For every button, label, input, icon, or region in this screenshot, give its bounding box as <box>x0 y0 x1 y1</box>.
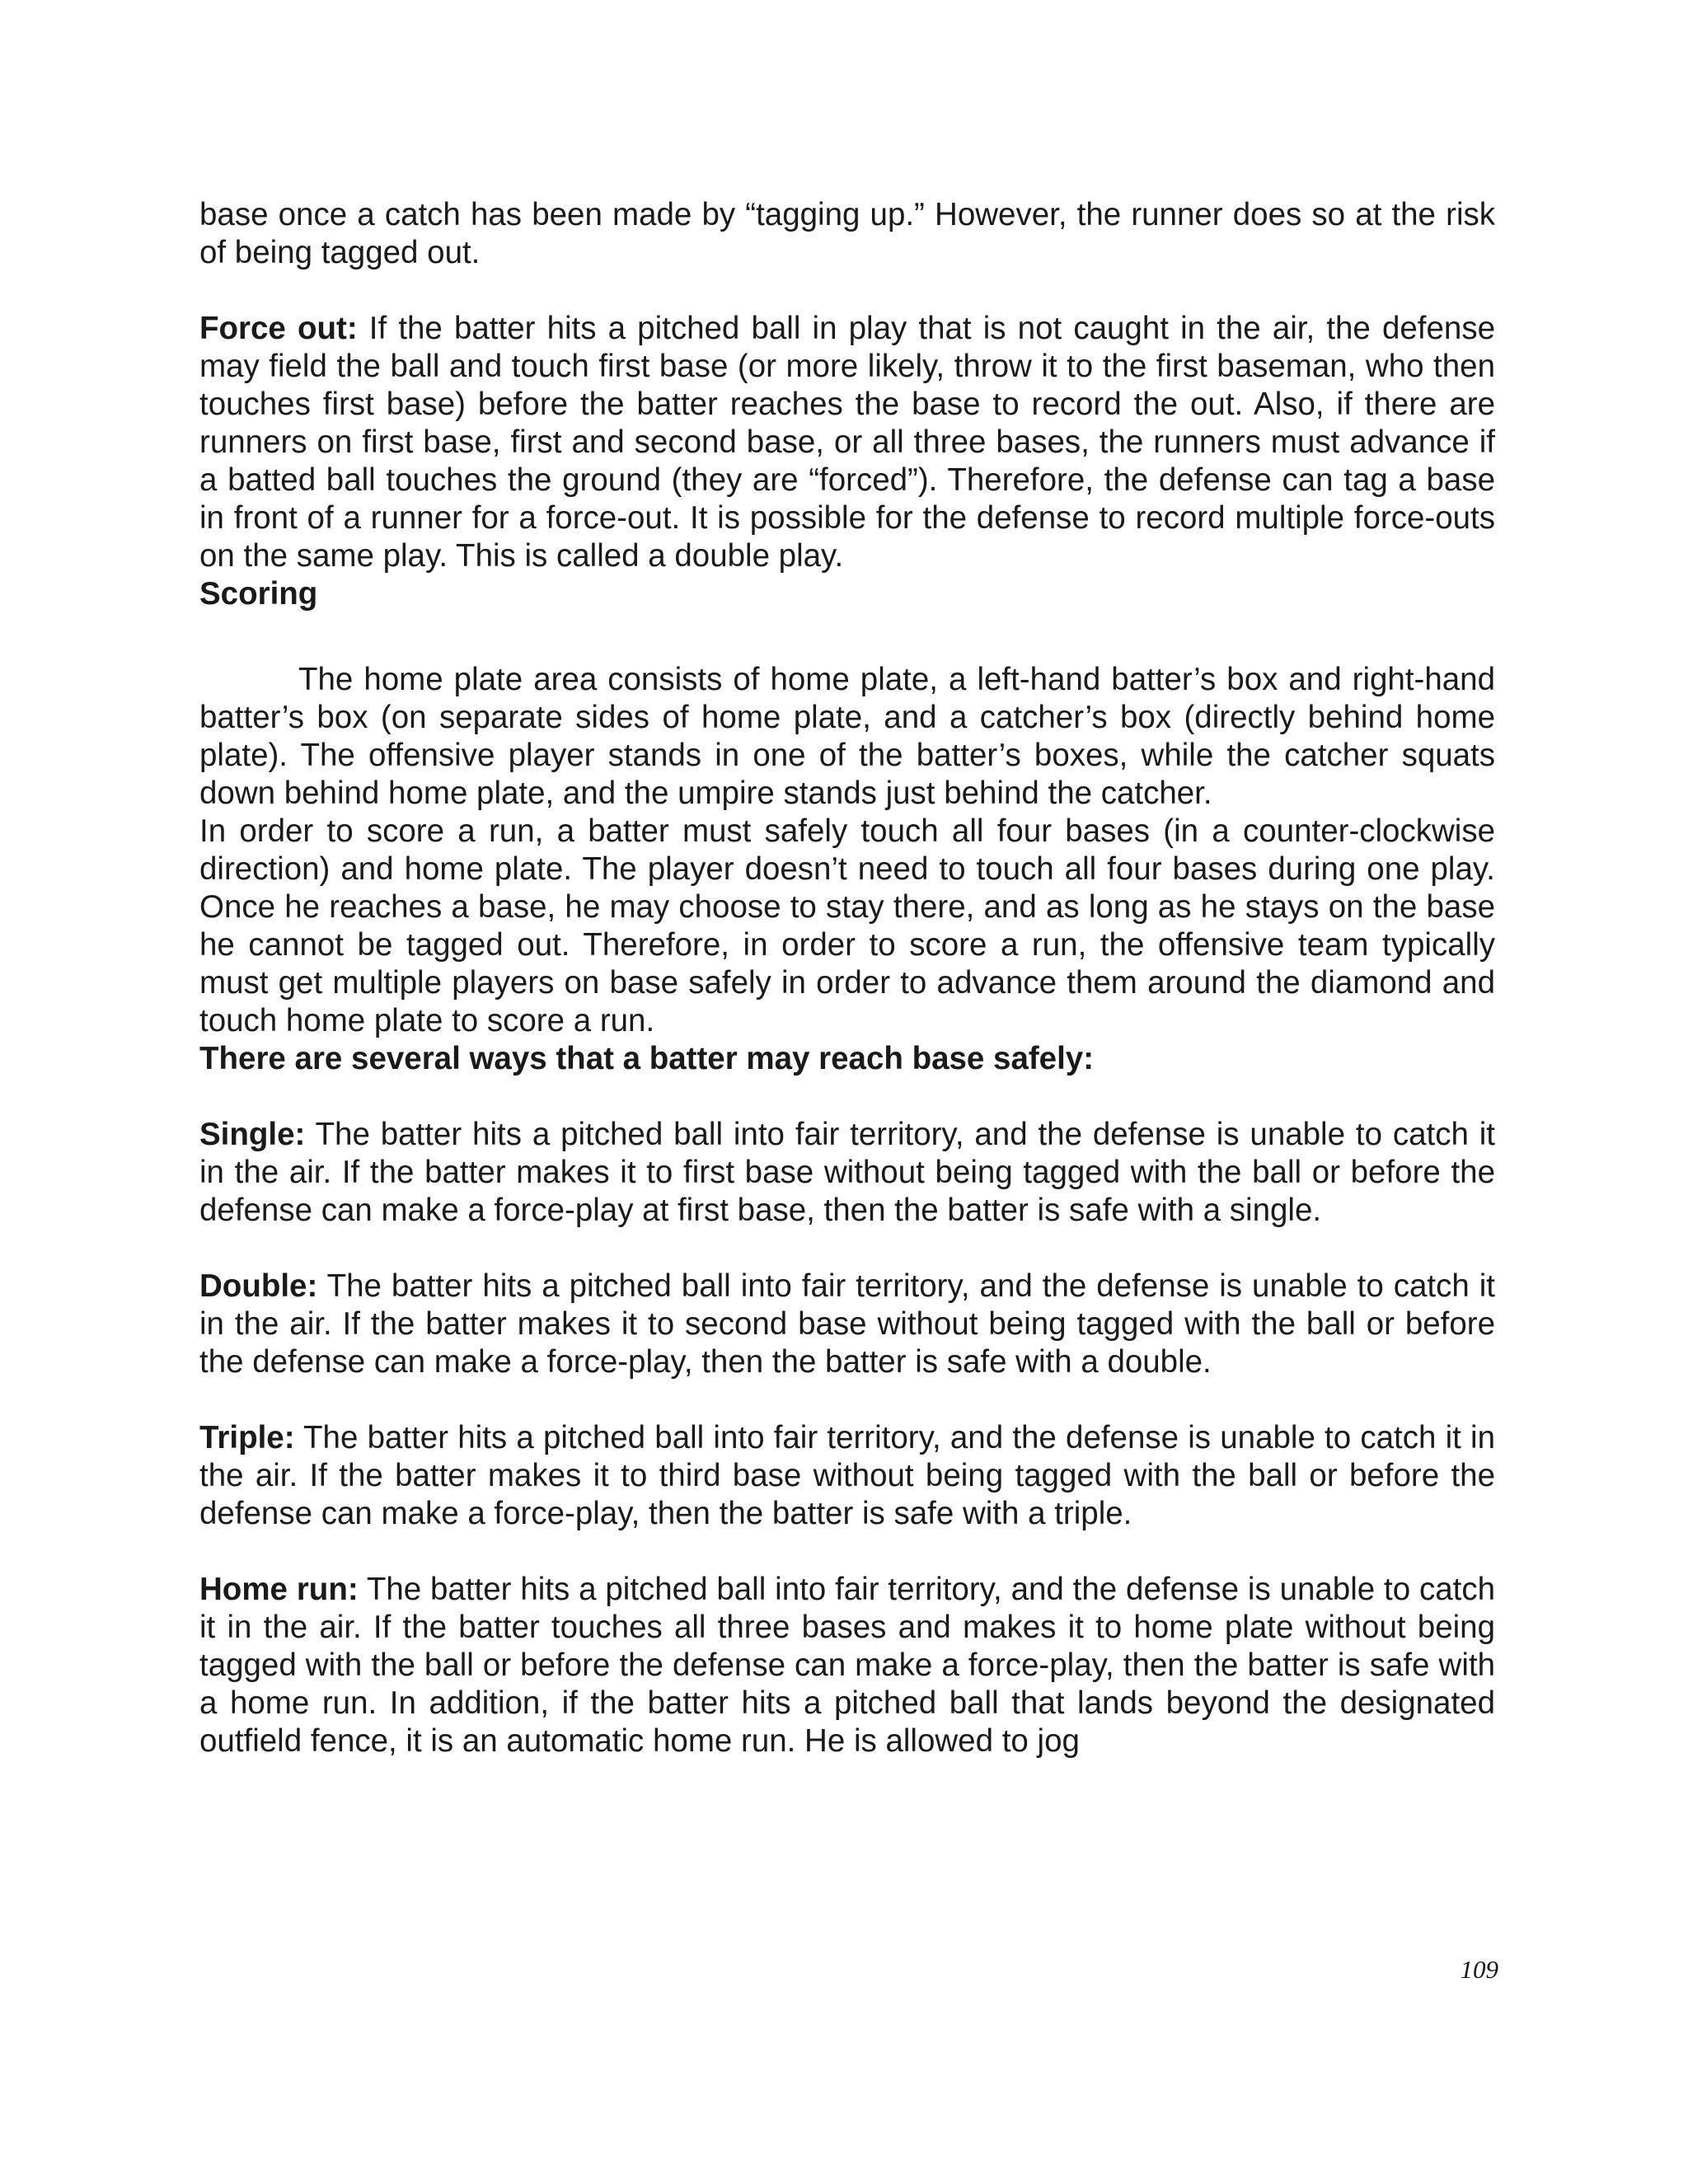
force-out-text: If the batter hits a pitched ball in play that is not caught in the air, the defense may field the ball and touch first base (or more likely, throw it to the first baseman, who then touches first base) before the batter reaches the base to record the out. Also, if there are runners on first base, first and second base, or all three bases, the runners must advance if a batted ball touches the ground (they are “forced”). Therefore, the defense can tag a base in front of a runner for a force-out. It is possible for the defense to record multiple force-outs on the same play. This is called a double play. <box>199 311 1495 574</box>
single-text: The batter hits a pitched ball into fair territory, and the defense is unable to catch it in the air. If the batter makes it to first base without being tagged with the ball or before the defense can make a force-play at first base, then the batter is safe with a single. <box>199 1117 1495 1228</box>
force-out-label: Force out: <box>199 311 358 346</box>
home-run-paragraph <box>199 1571 1495 1760</box>
force-out-paragraph <box>199 310 1495 575</box>
double-text: The batter hits a pitched ball into fair territory, and the defense is unable to catch it in the air. If the batter makes it to second base without being tagged with the ball or before the defense can make a force-play, then the batter is safe with a double. <box>199 1268 1495 1380</box>
home-run-text: The batter hits a pitched ball into fair territory, and the defense is unable to catch it in the air. If the batter touches all three bases and makes it to home plate without being tagged with the ball or before the defense can make a force-play, then the batter is safe with a home run. In addition, if the batter hits a pitched ball that lands beyond the designated outfield fence, it is an automatic home run. He is allowed to jog <box>199 1572 1496 1759</box>
triple-label: Triple: <box>199 1420 295 1455</box>
triple-paragraph <box>199 1419 1495 1533</box>
ways-heading: There are several ways that a batter may reach base safely: <box>199 1041 1095 1076</box>
triple-text: The batter hits a pitched ball into fair territory, and the defense is unable to catch it in the air. If the batter makes it to third base without being tagged with the ball or before the defense can make a force-play, then the batter is safe with a triple. <box>199 1420 1495 1531</box>
scoring-paragraph-1: The home plate area consists of home plate, a left-hand batter’s box and right-hand batter’s box (on separate sides of home plate, and a catcher’s box (directly behind home plate). The offensive player stands in one of the batter’s boxes, while the catcher squats down behind home plate, and the umpire stands just behind the catcher. <box>199 662 1495 811</box>
scoring-heading: Scoring <box>199 576 318 612</box>
scoring-paragraph-2: In order to score a run, a batter must safely touch all four bases (in a counter-clockwise direction) and home plate. The player doesn’t need to touch all four bases during one play. Once he reaches a base, he may choose to stay there, and as long as he stays on the base he cannot be tagged out. Therefore, in order to score a run, the offensive team typically must get multiple players on base safely in order to advance them around the diamond and touch home plate to score a run. <box>199 813 1495 1038</box>
home-run-label: Home run: <box>199 1572 359 1607</box>
double-paragraph <box>199 1268 1495 1381</box>
single-paragraph <box>199 1116 1495 1230</box>
page-number: 109 <box>1460 1955 1498 1984</box>
single-label: Single: <box>199 1117 306 1152</box>
double-label: Double: <box>199 1268 318 1304</box>
page-body <box>199 196 1495 1760</box>
continuation-paragraph: base once a catch has been made by “tagging up.” However, the runner does so at the risk of being tagged out. <box>199 197 1495 270</box>
